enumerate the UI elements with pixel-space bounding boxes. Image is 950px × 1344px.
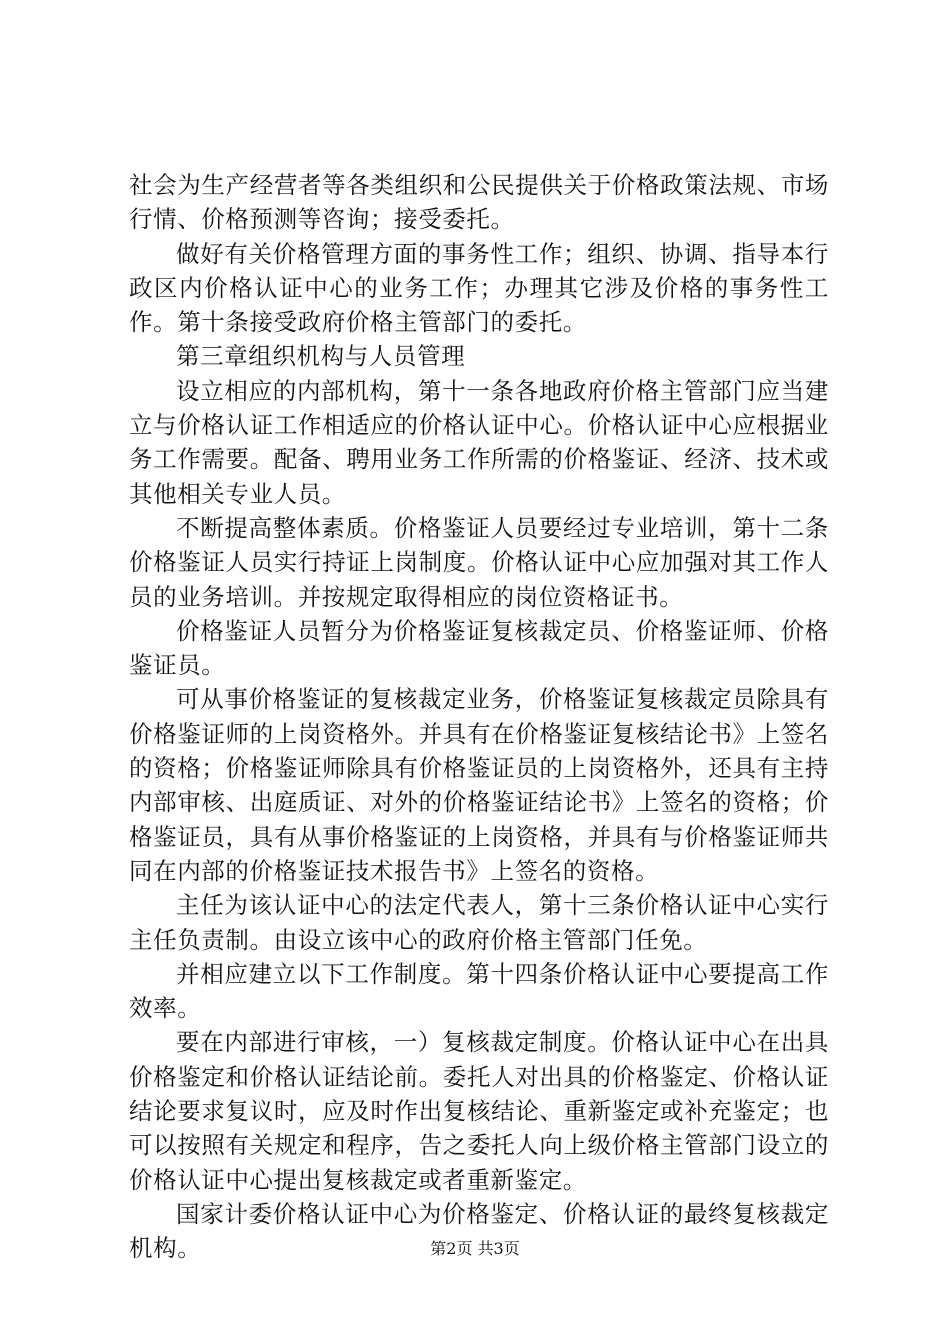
chapter-heading: 第三章组织机构与人员管理 — [176, 342, 466, 371]
document-body — [129, 168, 829, 1266]
paragraph-2: 做好有关价格管理方面的事务性工作；组织、协调、指导本行政区内价格认证中心的业务工作；办理其它涉及价格的事务性工作。第十条接受政府价格主管部门的委托。 — [129, 239, 829, 337]
paragraph-7: 主任为该认证中心的法定代表人，第十三条价格认证中心实行主任负责制。由设立该中心的政府价格主管部门任免。 — [129, 891, 829, 954]
paragraph-5: 价格鉴证人员暂分为价格鉴证复核裁定员、价格鉴证师、价格鉴证员。 — [129, 616, 829, 680]
paragraph-8: 并相应建立以下工作制度。第十四条价格认证中心要提高工作效率。 — [129, 959, 829, 1023]
paragraph-1: 社会为生产经营者等各类组织和公民提供关于价格政策法规、市场行情、价格预测等咨询；接受委托。 — [129, 171, 829, 234]
page-number-label: 第2页 共3页 — [430, 1239, 520, 1258]
paragraph-10: 国家计委价格认证中心为价格鉴定、价格认证的最终复核裁定机构。 — [129, 1199, 829, 1263]
paragraph-3: 设立相应的内部机构，第十一条各地政府价格主管部门应当建立与价格认证工作相适应的价格认证中心。价格认证中心应根据业务工作需要。配备、聘用业务工作所需的价格鉴证、经济、技术或其他相关专业人员。 — [129, 376, 829, 508]
paragraph-4: 不断提高整体素质。价格鉴证人员要经过专业培训，第十二条价格鉴证人员实行持证上岗制度。价格认证中心应加强对其工作人员的业务培训。并按规定取得相应的岗位资格证书。 — [129, 513, 829, 611]
paragraph-9: 要在内部进行审核，一）复核裁定制度。价格认证中心在出具价格鉴定和价格认证结论前。委托人对出具的价格鉴定、价格认证结论要求复议时，应及时作出复核结论、重新鉴定或补充鉴定；也可以按照有关规定和程序，告之委托人向上级价格主管部门设立的价格认证中心提出复核裁定或者重新鉴定。 — [129, 1028, 829, 1194]
paragraph-6: 可从事价格鉴证的复核裁定业务，价格鉴证复核裁定员除具有价格鉴证师的上岗资格外。并具有在价格鉴证复核结论书》上签名的资格；价格鉴证师除具有价格鉴证员的上岗资格外，还具有主持内部审核、出庭质证、对外的价格鉴证结论书》上签名的资格；价格鉴证员，具有从事价格鉴证的上岗资格，并具有与价格鉴证师共同在内部的价格鉴证技术报告书》上签名的资格。 — [129, 685, 829, 885]
page-footer — [0, 1239, 950, 1259]
